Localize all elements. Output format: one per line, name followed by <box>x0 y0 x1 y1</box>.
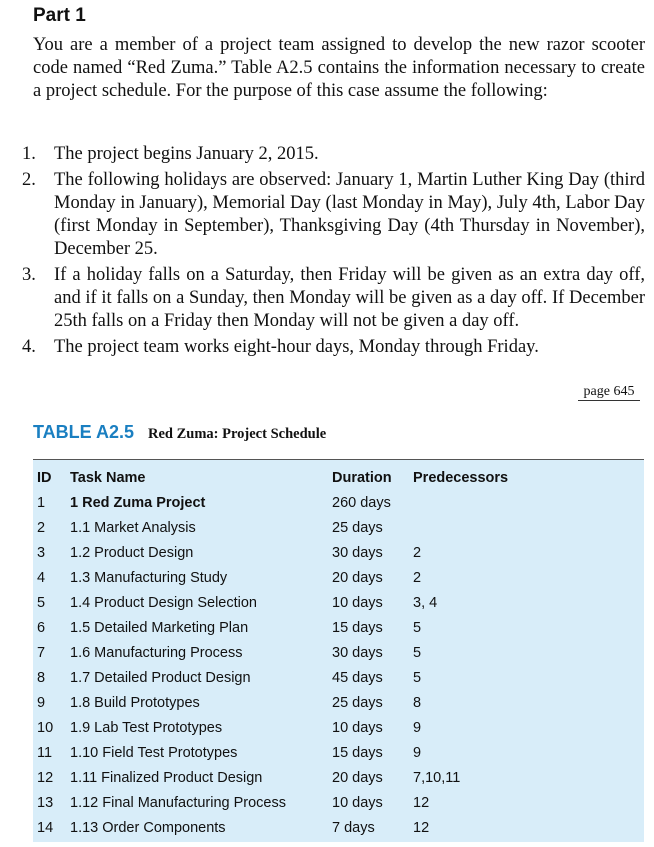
cell-task-name: 1.9 Lab Test Prototypes <box>70 719 223 736</box>
cell-predecessors: 8 <box>413 694 422 711</box>
table-title: Red Zuma: Project Schedule <box>148 426 327 442</box>
cell-predecessors <box>413 490 613 515</box>
list-number: 2. <box>22 170 36 190</box>
table-row <box>33 540 613 565</box>
page-reference: page 645 <box>578 383 640 401</box>
table-row <box>33 565 613 590</box>
table-row <box>33 515 613 540</box>
cell-task-name: 1.1 Market Analysis <box>70 519 196 536</box>
cell-id: 13 <box>37 794 54 811</box>
cell-task-name: 1.11 Finalized Product Design <box>70 769 263 786</box>
table-row <box>33 690 613 715</box>
list-item <box>20 336 645 359</box>
cell-id: 4 <box>37 569 46 586</box>
cell-task-name: 1.13 Order Components <box>70 819 226 836</box>
cell-task-name: 1.4 Product Design Selection <box>70 594 257 611</box>
cell-id: 14 <box>37 819 54 836</box>
intro-paragraph: You are a member of a project team assigned to develop the new razor scooter code named “Red Zuma.” Table A2.5 contains the information necessary to create a project schedule. For the purpose of this case assume the following: <box>33 35 645 101</box>
cell-id: 1 <box>37 494 46 511</box>
cell-id: 8 <box>37 669 46 686</box>
cell-id: 9 <box>37 694 46 711</box>
cell-duration: 45 days <box>332 669 383 686</box>
list-number: 3. <box>22 265 36 285</box>
table-row <box>33 615 613 640</box>
header-duration: Duration <box>332 469 392 486</box>
list-text: The project team works eight-hour days, Monday through Friday. <box>54 337 539 357</box>
section-heading: Part 1 <box>33 5 86 26</box>
cell-id: 10 <box>37 719 54 736</box>
list-number: 4. <box>22 337 36 357</box>
table-row <box>33 665 613 690</box>
cell-duration: 30 days <box>332 544 383 561</box>
cell-duration: 10 days <box>332 719 383 736</box>
table-row <box>33 715 613 740</box>
cell-predecessors: 12 <box>413 794 430 811</box>
schedule-table-panel <box>33 459 644 842</box>
table-row <box>33 640 613 665</box>
cell-predecessors: 5 <box>413 644 422 661</box>
schedule-table <box>33 465 613 840</box>
cell-id: 5 <box>37 594 46 611</box>
header-task-name: Task Name <box>70 469 146 486</box>
list-item <box>20 143 645 166</box>
cell-id: 3 <box>37 544 46 561</box>
cell-task-name: 1.8 Build Prototypes <box>70 694 200 711</box>
cell-predecessors: 7,10,11 <box>413 769 461 786</box>
assumptions-list <box>20 143 645 362</box>
cell-predecessors: 12 <box>413 819 430 836</box>
cell-task-name: 1.10 Field Test Prototypes <box>70 744 238 761</box>
cell-predecessors <box>413 515 613 540</box>
list-number: 1. <box>22 144 36 164</box>
cell-duration: 15 days <box>332 744 383 761</box>
cell-id: 7 <box>37 644 46 661</box>
cell-duration: 15 days <box>332 619 383 636</box>
table-caption <box>33 422 326 443</box>
cell-task-name: 1.7 Detailed Product Design <box>70 669 251 686</box>
cell-duration: 20 days <box>332 769 383 786</box>
cell-task-name: 1 Red Zuma Project <box>70 494 206 511</box>
list-text: If a holiday falls on a Saturday, then Friday will be given as an extra day off, and if it falls on a Sunday, then Monday will be given as a day off. If December 25th falls on a Friday then Monday will not be given a day off. <box>54 265 645 331</box>
cell-predecessors: 5 <box>413 619 422 636</box>
cell-predecessors: 9 <box>413 719 422 736</box>
cell-task-name: 1.5 Detailed Marketing Plan <box>70 619 249 636</box>
list-text: The following holidays are observed: January 1, Martin Luther King Day (third Monday in January), Memorial Day (last Monday in May), July 4th, Labor Day (first Monday in September), Thanksgiving Day (4th Thursday in November), December 25. <box>54 170 645 259</box>
cell-predecessors: 2 <box>413 544 422 561</box>
cell-id: 6 <box>37 619 46 636</box>
cell-duration: 25 days <box>332 694 383 711</box>
cell-duration: 260 days <box>332 494 391 511</box>
cell-duration: 25 days <box>332 519 383 536</box>
cell-id: 12 <box>37 769 54 786</box>
cell-duration: 20 days <box>332 569 383 586</box>
table-row <box>33 815 613 840</box>
header-predecessors: Predecessors <box>413 469 509 486</box>
cell-task-name: 1.12 Final Manufacturing Process <box>70 794 286 811</box>
table-header-row <box>33 465 613 490</box>
table-row <box>33 490 613 515</box>
cell-predecessors: 5 <box>413 669 422 686</box>
list-item <box>20 169 645 261</box>
table-number: TABLE A2.5 <box>33 422 135 442</box>
cell-duration: 7 days <box>332 819 375 836</box>
header-id: ID <box>37 469 52 486</box>
list-text: The project begins January 2, 2015. <box>54 144 319 164</box>
cell-duration: 10 days <box>332 794 383 811</box>
cell-duration: 30 days <box>332 644 383 661</box>
cell-duration: 10 days <box>332 594 383 611</box>
table-row <box>33 765 613 790</box>
table-row <box>33 740 613 765</box>
cell-task-name: 1.2 Product Design <box>70 544 194 561</box>
cell-id: 2 <box>37 519 46 536</box>
table-row <box>33 790 613 815</box>
list-item <box>20 264 645 333</box>
cell-task-name: 1.6 Manufacturing Process <box>70 644 243 661</box>
cell-task-name: 1.3 Manufacturing Study <box>70 569 228 586</box>
table-row <box>33 590 613 615</box>
cell-predecessors: 3, 4 <box>413 594 438 611</box>
cell-predecessors: 9 <box>413 744 422 761</box>
cell-predecessors: 2 <box>413 569 422 586</box>
cell-id: 11 <box>37 744 53 761</box>
